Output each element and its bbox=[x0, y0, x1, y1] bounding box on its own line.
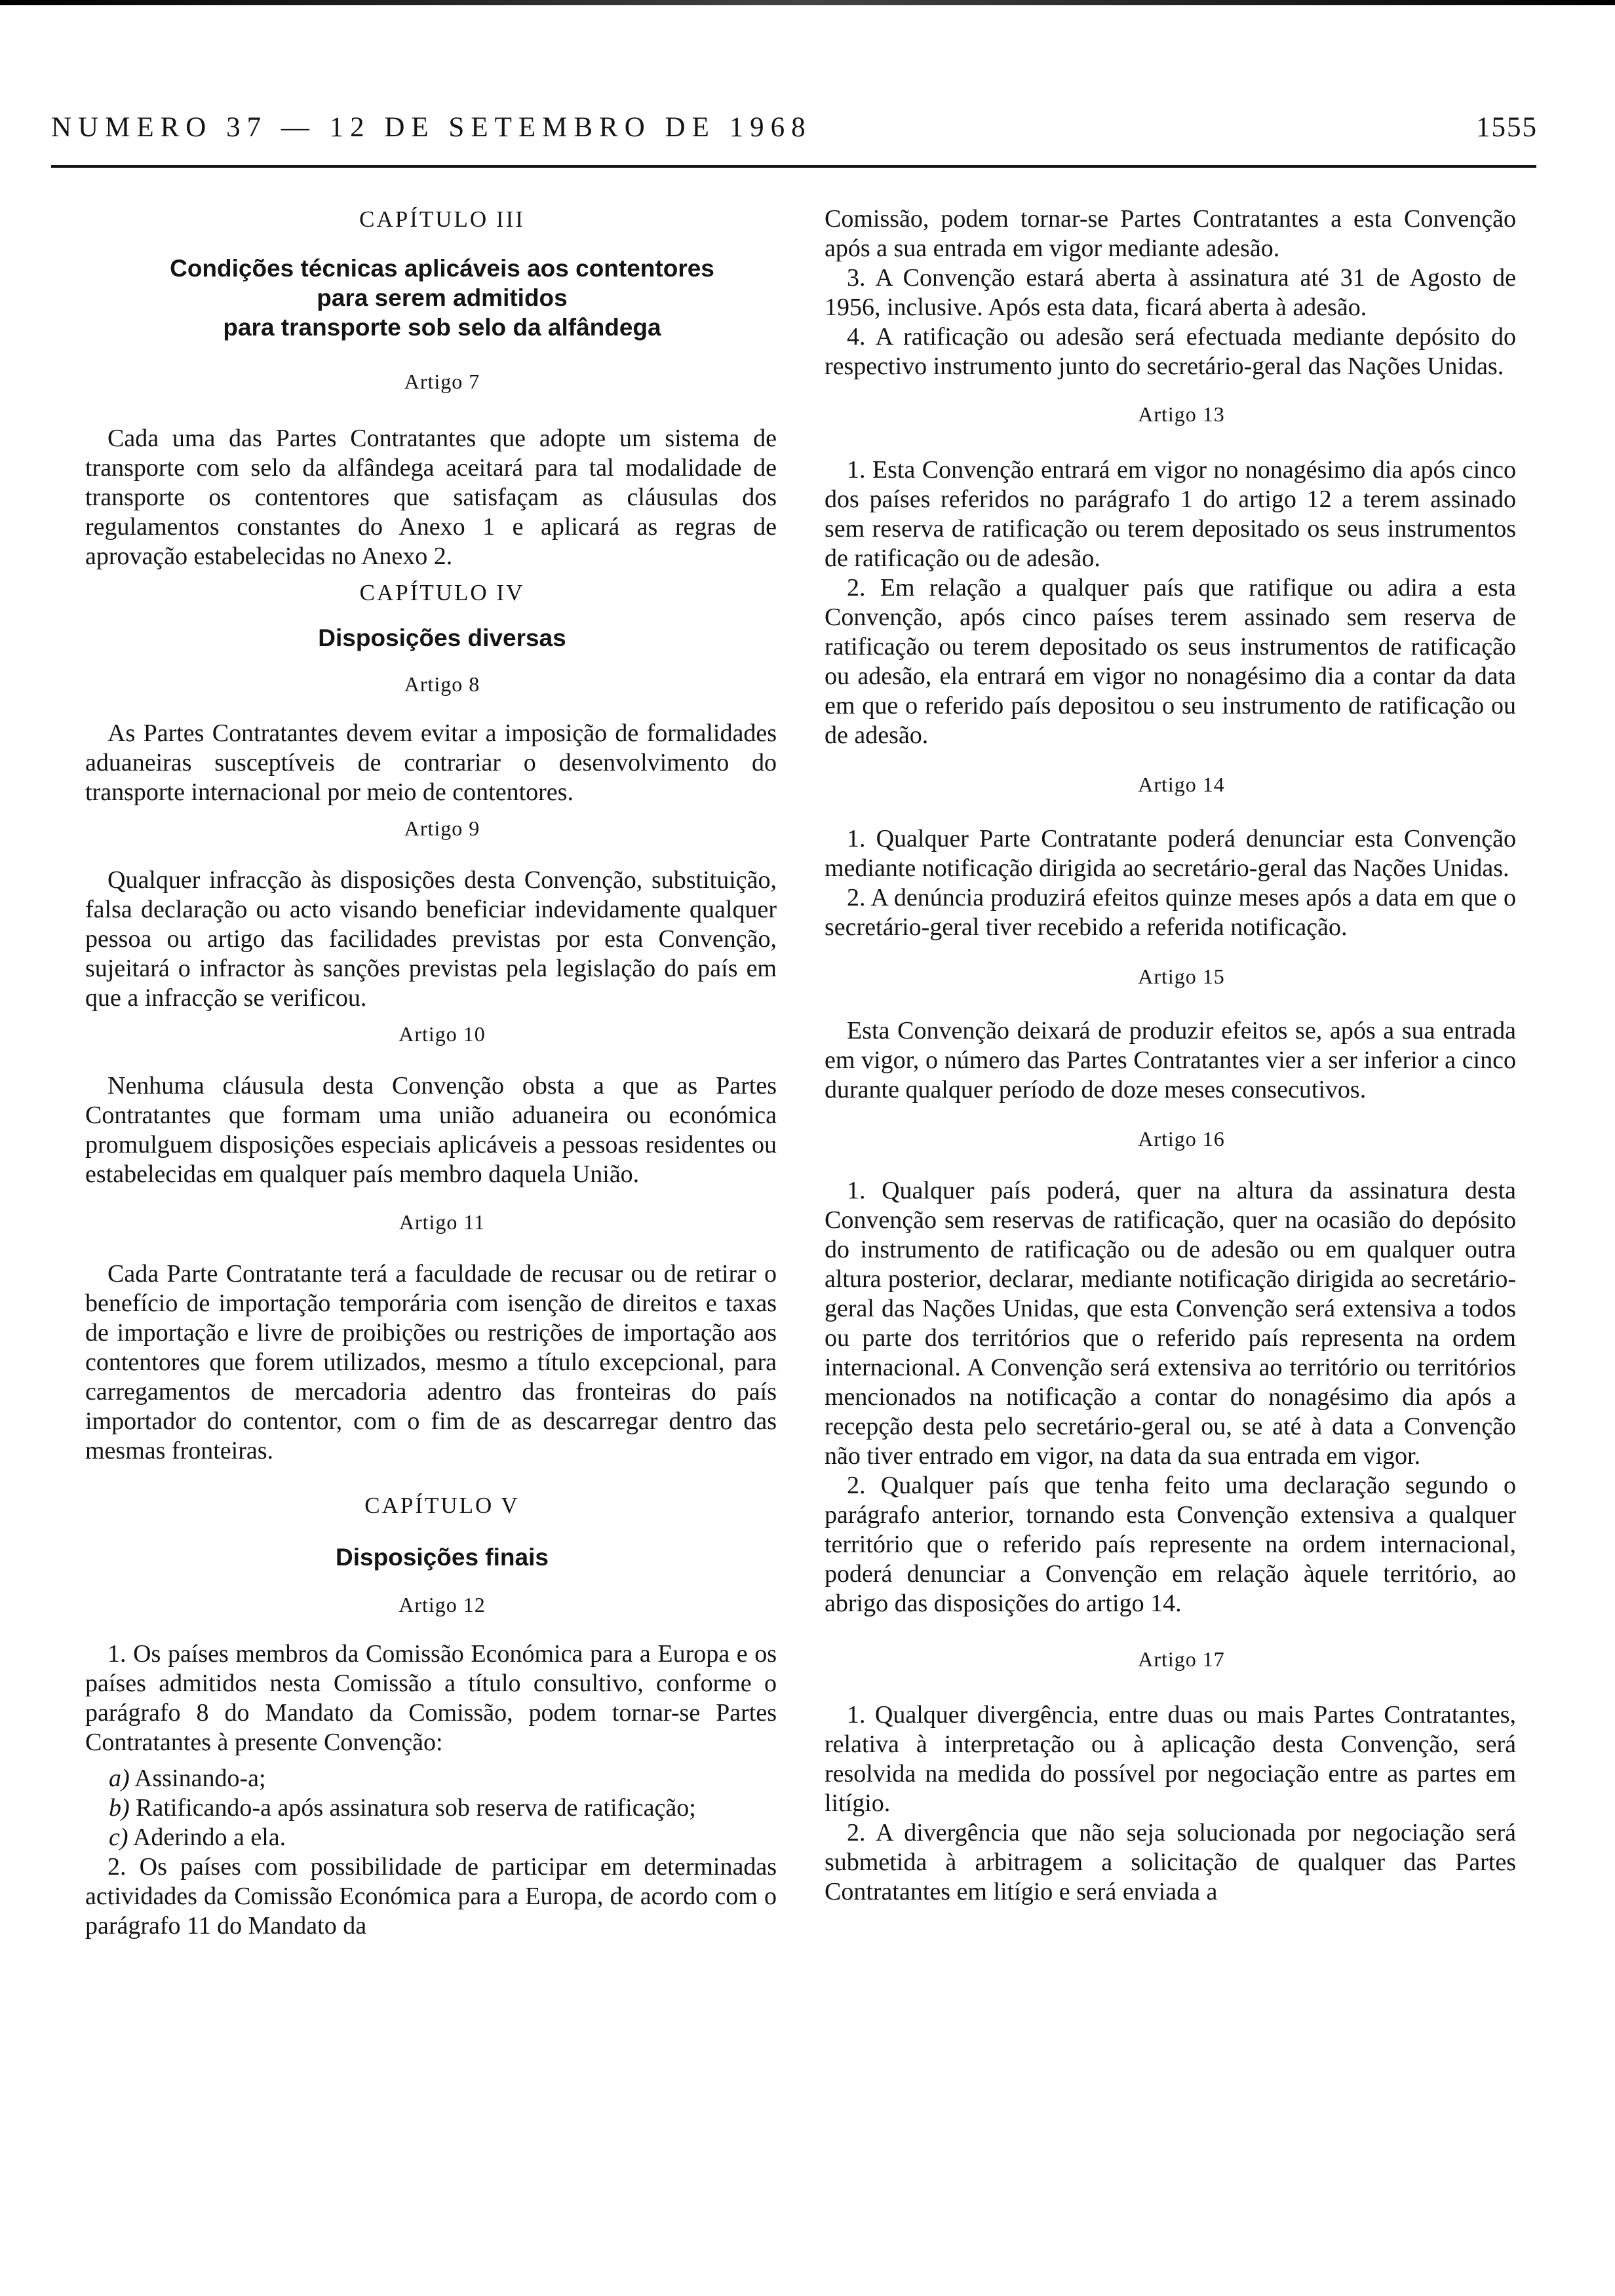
scan-edge-line bbox=[0, 0, 1615, 5]
paragraph: Qualquer infracção às disposições desta Convenção, substituição, falsa declaração ou acto visando beneficiar indevidamente qualquer pessoa ou artigo das facilidades previstas por esta Convenção, sujeitará o infractor às sanções previstas pela legislação do país em que a infracção se verificou. bbox=[85, 866, 777, 1012]
paragraph: 2. Em relação a qualquer país que ratifique ou adira a esta Convenção, após cinco países terem assinado sem reserva de ratificação ou terem depositado os seus instrumentos de ratificação ou adesão, ela entrará em vigor no nonagésimo dia a contar da data em que o referido país depositou o seu instrumento de ratificação ou de adesão. bbox=[825, 574, 1516, 749]
paragraph: 1. Esta Convenção entrará em vigor no nonagésimo dia após cinco dos países referidos no parágrafo 1 do artigo 12 a terem assinado sem reserva de ratificação ou terem depositado os seus instrumentos de ratificação ou de adesão. bbox=[825, 456, 1516, 572]
header-rule bbox=[51, 165, 1536, 168]
article-heading: Artigo 7 bbox=[404, 370, 480, 393]
article-heading: Artigo 12 bbox=[399, 1593, 486, 1617]
chapter-title: para serem admitidos bbox=[317, 284, 568, 311]
right-column bbox=[825, 204, 1516, 1907]
list-item bbox=[85, 1823, 777, 1852]
list-text: Ratificando-a após assinatura sob reserva de ratificação; bbox=[129, 1794, 696, 1822]
list-text: Assinando-a; bbox=[129, 1765, 266, 1792]
paragraph: Cada uma das Partes Contratantes que adopte um sistema de transporte com selo da alfândega aceitará para tal modalidade de transporte os contentores que satisfaçam as cláusulas dos regulamentos constantes do Anexo 1 e aplicará as regras de aprovação estabelecidas no Anexo 2. bbox=[85, 425, 777, 570]
chapter-title: Disposições finais bbox=[336, 1544, 549, 1571]
article-heading: Artigo 16 bbox=[1138, 1127, 1225, 1151]
article-heading: Artigo 10 bbox=[399, 1022, 486, 1046]
paragraph: 3. A Convenção estará aberta à assinatura até 31 de Agosto de 1956, inclusive. Após esta data, ficará aberta à adesão. bbox=[825, 264, 1516, 321]
paragraph: 1. Os países membros da Comissão Económica para a Europa e os países admitidos nesta Comissão a título consultivo, conforme o parágrafo 8 do Mandato da Comissão, podem tornar-se Partes Contratantes à presente Convenção: bbox=[85, 1640, 777, 1756]
article-heading: Artigo 11 bbox=[399, 1210, 486, 1234]
article-heading: Artigo 13 bbox=[1138, 402, 1225, 426]
paragraph: 4. A ratificação ou adesão será efectuada mediante depósito do respectivo instrumento junto do secretário-geral das Nações Unidas. bbox=[825, 323, 1516, 380]
list-marker: a) bbox=[109, 1765, 130, 1792]
paragraph: As Partes Contratantes devem evitar a imposição de formalidades aduaneiras susceptíveis de contrariar o desenvolvimento do transporte internacional por meio de contentores. bbox=[85, 719, 777, 806]
chapter-heading: CAPÍTULO IV bbox=[359, 580, 525, 605]
paragraph: Nenhuma cláusula desta Convenção obsta a que as Partes Contratantes que formam uma união aduaneira ou económica promulguem disposições especiais aplicáveis a pessoas residentes ou estabelecidas em qualquer país membro daquela União. bbox=[85, 1072, 777, 1188]
chapter-heading: CAPÍTULO V bbox=[364, 1493, 520, 1518]
paragraph: Comissão, podem tornar-se Partes Contratantes a esta Convenção após a sua entrada em vigor mediante adesão. bbox=[825, 205, 1516, 262]
article-heading: Artigo 8 bbox=[404, 672, 480, 696]
list-item bbox=[85, 1793, 777, 1823]
paragraph: 1. Qualquer país poderá, quer na altura da assinatura desta Convenção sem reservas de ratificação, quer na ocasião do depósito do instrumento de ratificação ou de adesão ou em qualquer outra altura posterior, declarar, mediante notificação dirigida ao secretário-geral das Nações Unidas, que esta Convenção será extensiva a todos ou parte dos territórios que o referido país representa na ordem internacional. A Convenção será extensiva ao território ou territórios mencionados na notificação a contar do nonagésimo dia após a recepção desta pelo secretário-geral ou, se até à data a Convenção não tiver entrado em vigor, na data da sua entrada em vigor. bbox=[825, 1177, 1516, 1470]
article-heading: Artigo 14 bbox=[1138, 773, 1225, 796]
article-heading: Artigo 17 bbox=[1138, 1647, 1225, 1671]
chapter-title: Disposições diversas bbox=[318, 624, 566, 651]
page-header bbox=[51, 111, 1538, 144]
page-number: 1555 bbox=[1476, 112, 1538, 143]
paragraph: 2. A denúncia produzirá efeitos quinze meses após a data em que o secretário-geral tiver recebido a referida notificação. bbox=[825, 884, 1516, 941]
header-title: NUMERO 37 — 12 DE SETEMBRO DE 1968 bbox=[51, 112, 812, 143]
chapter-title: Condições técnicas aplicáveis aos contentores bbox=[170, 255, 714, 282]
list-marker: b) bbox=[109, 1794, 130, 1822]
list-text: Aderindo a ela. bbox=[128, 1824, 286, 1851]
list-marker: c) bbox=[109, 1824, 128, 1851]
chapter-title: para transporte sob selo da alfândega bbox=[223, 314, 661, 341]
article-heading: Artigo 9 bbox=[404, 816, 480, 840]
paragraph: Esta Convenção deixará de produzir efeitos se, após a sua entrada em vigor, o número das Partes Contratantes vier a ser inferior a cinco durante qualquer período de doze meses consecutivos. bbox=[825, 1017, 1516, 1103]
list-item bbox=[85, 1764, 777, 1793]
paragraph: 2. Os países com possibilidade de participar em determinadas actividades da Comissão Económica para a Europa, de acordo com o parágrafo 11 do Mandato da bbox=[85, 1853, 777, 1940]
paragraph: 1. Qualquer Parte Contratante poderá denunciar esta Convenção mediante notificação dirigida ao secretário-geral das Nações Unidas. bbox=[825, 825, 1516, 882]
paragraph: 2. Qualquer país que tenha feito uma declaração segundo o parágrafo anterior, tornando esta Convenção extensiva a qualquer território que o referido país represente na ordem internacional, poderá denunciar a Convenção em relação àquele território, ao abrigo das disposições do artigo 14. bbox=[825, 1472, 1516, 1617]
chapter-heading: CAPÍTULO III bbox=[359, 206, 525, 232]
paragraph: 2. A divergência que não seja solucionada por negociação será submetida à arbitragem a solicitação de qualquer das Partes Contratantes em litígio e será enviada a bbox=[825, 1819, 1516, 1905]
paragraph: Cada Parte Contratante terá a faculdade de recusar ou de retirar o benefício de importação temporária com isenção de direitos e taxas de importação e livre de proibições ou restrições de importação aos contentores que forem utilizados, mesmo a título excepcional, para carregamentos de mercadoria adentro das fronteiras do país importador do contentor, com o fim de as descarregar dentro das mesmas fronteiras. bbox=[85, 1260, 777, 1464]
article-heading: Artigo 15 bbox=[1138, 965, 1225, 988]
paragraph: 1. Qualquer divergência, entre duas ou mais Partes Contratantes, relativa à interpretação ou à aplicação desta Convenção, será resolvida na medida do possível por negociação entre as partes em litígio. bbox=[825, 1701, 1516, 1817]
left-column bbox=[85, 204, 777, 1941]
